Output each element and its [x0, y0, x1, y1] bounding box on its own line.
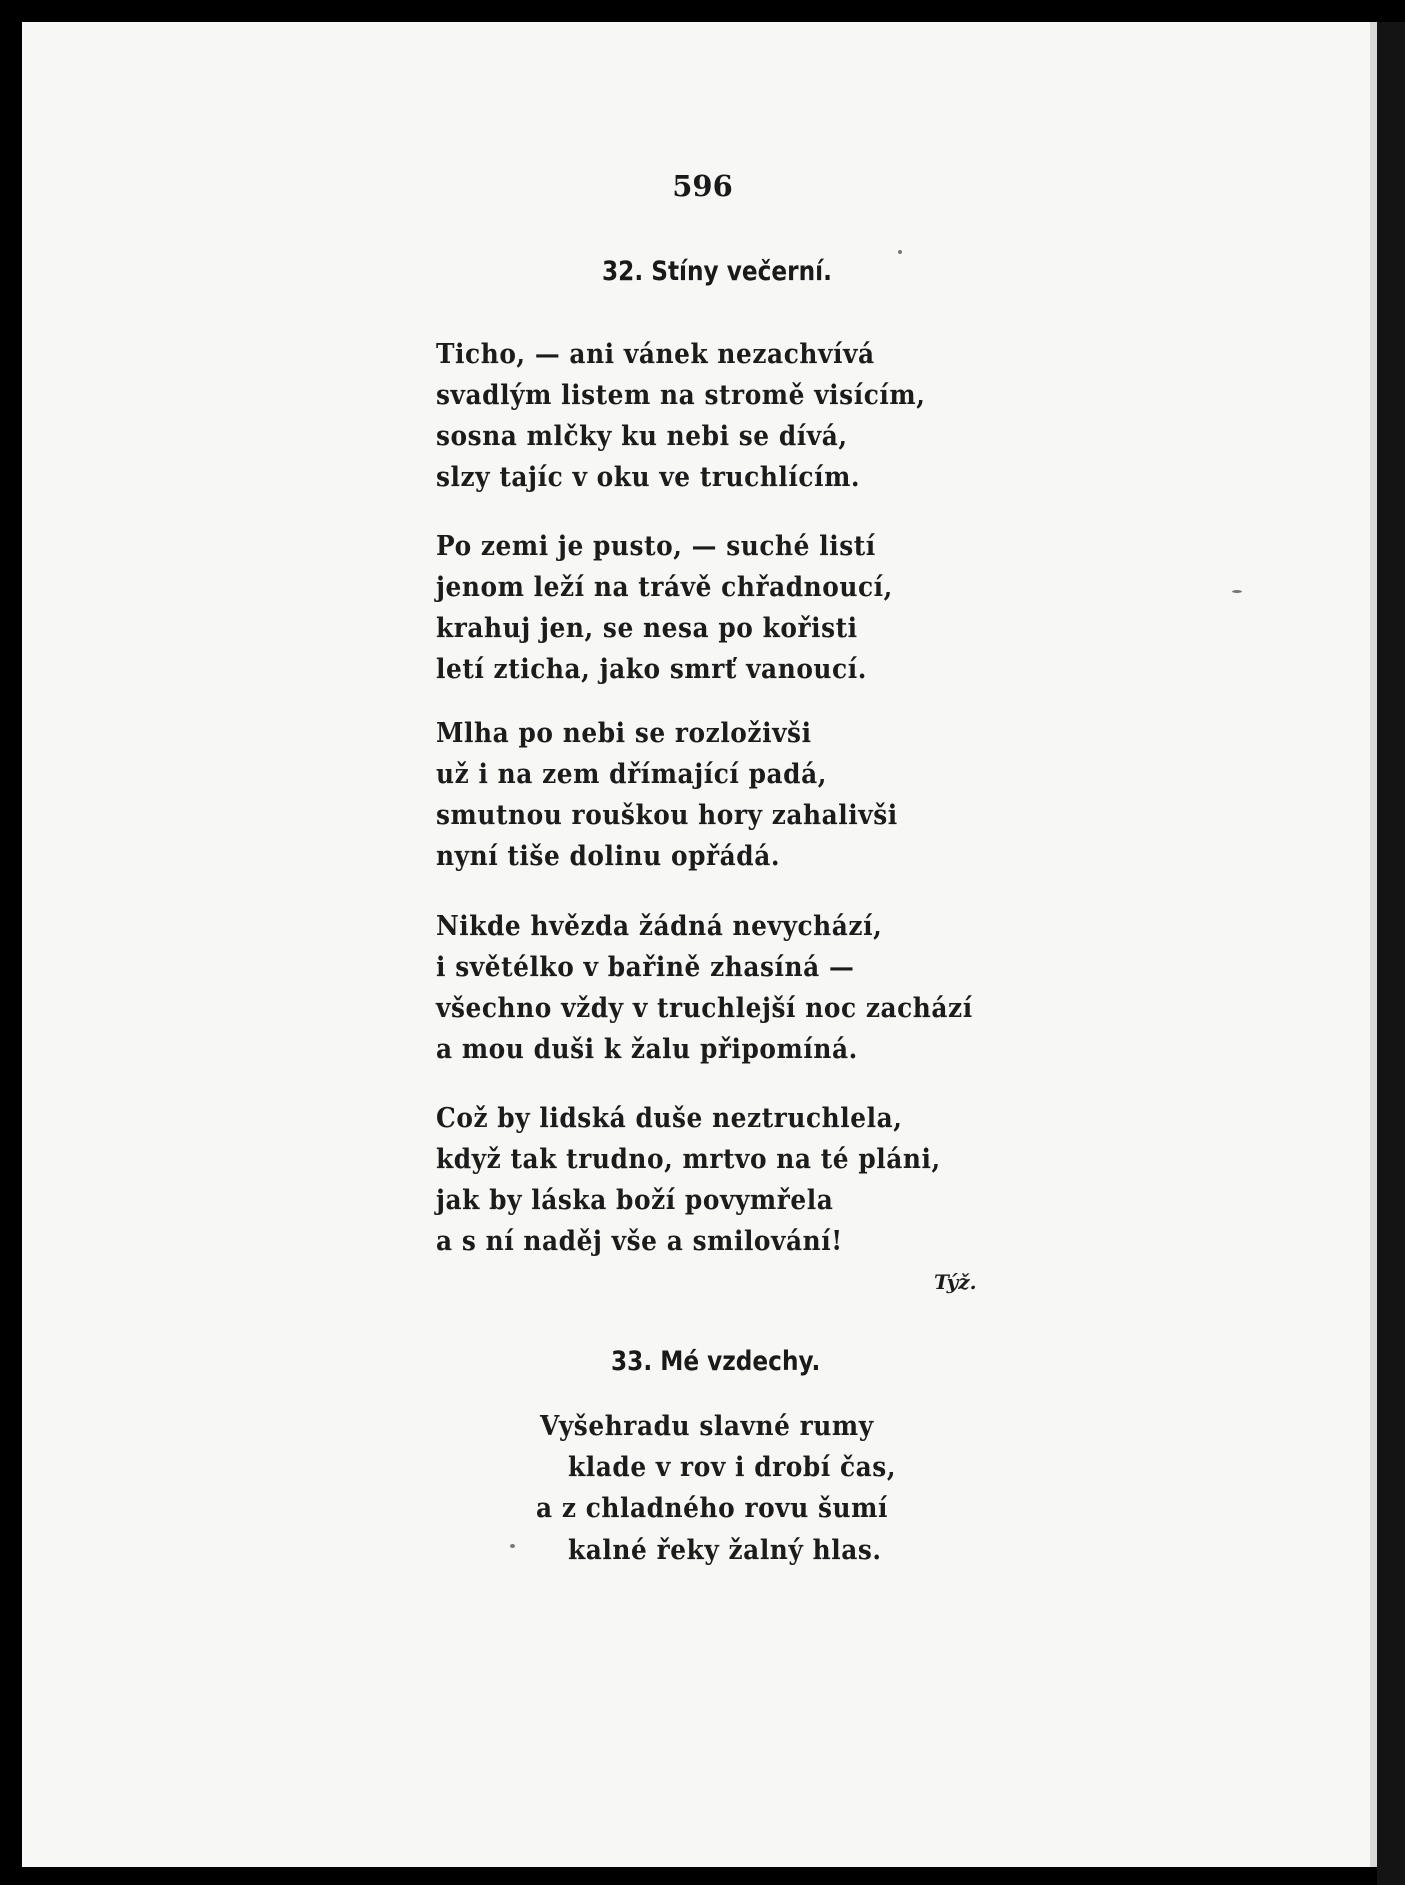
scan-speck — [510, 1544, 515, 1548]
poem-line: jenom leží na trávě chřadnoucí, — [436, 572, 893, 603]
poem-line: Po zemi je pusto, — suché listí — [436, 531, 876, 562]
poem-line: Což by lidská duše neztruchlela, — [436, 1103, 903, 1134]
scan-speck — [898, 250, 902, 254]
poem-title-33: 33. Mé vzdechy. — [611, 1346, 821, 1377]
poem-line: nyní tiše dolinu opřádá. — [436, 841, 781, 872]
poem-title-32: 32. Stíny večerní. — [602, 256, 832, 287]
poem-line: svadlým listem na stromě visícím, — [436, 380, 926, 411]
poem-line: Nikde hvězda žádná nevychází, — [436, 911, 883, 942]
poem-line: krahuj jen, se nesa po kořisti — [436, 613, 858, 644]
poem-line: a s ní naděj vše a smilování! — [436, 1226, 843, 1257]
poem-line: slzy tajíc v oku ve truchlícím. — [436, 462, 861, 493]
poem-line: Mlha po nebi se rozloživši — [436, 718, 812, 749]
poem-line: letí zticha, jako smrť vanoucí. — [436, 654, 867, 685]
poem-author: Týž. — [934, 1270, 977, 1294]
poem-line: a mou duši k žalu připomíná. — [436, 1034, 858, 1065]
poem-line: klade v rov i drobí čas, — [568, 1452, 897, 1483]
poem-line: když tak trudno, mrtvo na té pláni, — [436, 1144, 941, 1175]
poem-line: kalné řeky žalný hlas. — [568, 1535, 882, 1566]
poem-line: Vyšehradu slavné rumy — [540, 1411, 874, 1442]
poem-line: i světélko v bařině zhasíná — — [436, 952, 855, 983]
book-page — [22, 22, 1377, 1867]
scan-speck — [1232, 590, 1242, 593]
page-number: 596 — [672, 169, 733, 203]
scan-border-right — [1377, 22, 1405, 1885]
poem-line: smutnou rouškou hory zahalivši — [436, 800, 898, 831]
poem-line: Ticho, — ani vánek nezachvívá — [436, 339, 875, 370]
poem-line: sosna mlčky ku nebi se dívá, — [436, 421, 848, 452]
poem-line: jak by láska boží povymřela — [436, 1185, 834, 1216]
poem-line: všechno vždy v truchlejší noc zachází — [436, 993, 973, 1024]
poem-line: a z chladného rovu šumí — [536, 1493, 888, 1524]
poem-line: už i na zem dřímající padá, — [436, 759, 827, 790]
